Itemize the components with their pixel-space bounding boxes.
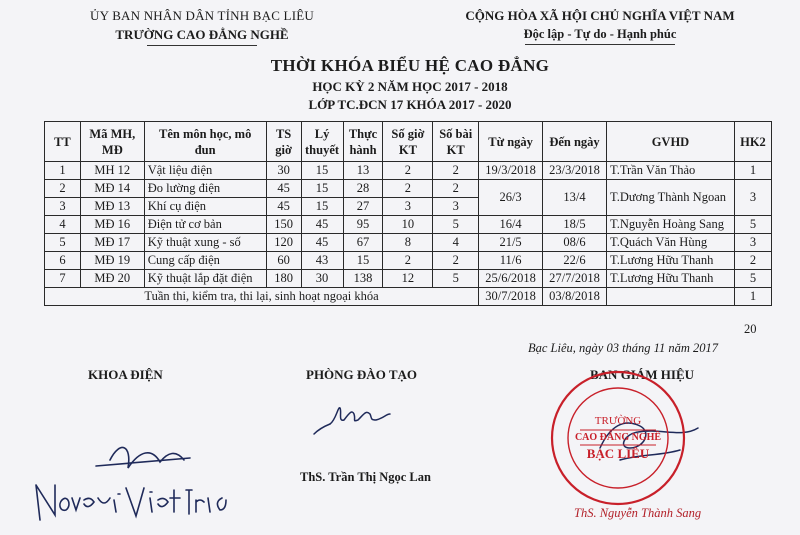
cell-total: 120 bbox=[266, 234, 301, 252]
col-header-hk2: HK2 bbox=[734, 122, 771, 162]
cell-subject: Khí cụ điện bbox=[144, 198, 266, 216]
cell-test-hours: 10 bbox=[383, 216, 433, 234]
cell-practice: 67 bbox=[343, 234, 383, 252]
cell-exam-from: 30/7/2018 bbox=[479, 288, 543, 306]
cell-from: 11/6 bbox=[479, 252, 543, 270]
col-header-tt: TT bbox=[45, 122, 81, 162]
cell-exam-to: 03/8/2018 bbox=[543, 288, 607, 306]
cell-teacher: T.Quách Văn Hùng bbox=[606, 234, 734, 252]
cell-theory: 45 bbox=[301, 234, 343, 252]
col-header-test-hours: Số giờ KT bbox=[383, 122, 433, 162]
cell-test-hours: 8 bbox=[383, 234, 433, 252]
cell-to: 27/7/2018 bbox=[543, 270, 607, 288]
cell-hk2: 1 bbox=[734, 162, 771, 180]
cell-to-merged: 13/4 bbox=[543, 180, 607, 216]
class-line: LỚP TC.ĐCN 17 KHÓA 2017 - 2020 bbox=[308, 97, 512, 112]
cell-to: 22/6 bbox=[543, 252, 607, 270]
cell-exam-hk2: 1 bbox=[734, 288, 771, 306]
cell-test-hours: 2 bbox=[383, 180, 433, 198]
cell-practice: 95 bbox=[343, 216, 383, 234]
nation-name: CỘNG HÒA XÃ HỘI CHỦ NGHĨA VIỆT NAM bbox=[465, 8, 735, 23]
col-header-total: TS giờ bbox=[266, 122, 301, 162]
col-header-teacher: GVHD bbox=[606, 122, 734, 162]
cell-teacher: T.Nguyễn Hoàng Sang bbox=[606, 216, 734, 234]
cell-teacher: T.Lương Hữu Thanh bbox=[606, 270, 734, 288]
date-line: Bạc Liêu, ngày 03 tháng 11 năm 2017 bbox=[528, 341, 719, 355]
cell-practice: 15 bbox=[343, 252, 383, 270]
cell-tests: 2 bbox=[433, 162, 479, 180]
cell-tt: 5 bbox=[45, 234, 81, 252]
cell-tests: 2 bbox=[433, 252, 479, 270]
cell-tests: 3 bbox=[433, 198, 479, 216]
col-header-code: Mã MH, MĐ bbox=[80, 122, 144, 162]
cell-test-hours: 2 bbox=[383, 162, 433, 180]
cell-subject: Đo lường điện bbox=[144, 180, 266, 198]
cell-code: MH 12 bbox=[80, 162, 144, 180]
cell-tt: 2 bbox=[45, 180, 81, 198]
cell-theory: 43 bbox=[301, 252, 343, 270]
nation-motto: Độc lập - Tự do - Hạnh phúc bbox=[523, 27, 677, 41]
col-header-subject: Tên môn học, mô đun bbox=[144, 122, 266, 162]
cell-from: 21/5 bbox=[479, 234, 543, 252]
cell-total: 30 bbox=[266, 162, 301, 180]
cell-test-hours: 3 bbox=[383, 198, 433, 216]
hk2-total: 20 bbox=[744, 322, 757, 336]
org-name: ỦY BAN NHÂN DÂN TỈNH BẠC LIÊU bbox=[90, 8, 314, 23]
cell-subject: Điện tử cơ bản bbox=[144, 216, 266, 234]
page-title: THỜI KHÓA BIỂU HỆ CAO ĐẲNG bbox=[270, 56, 550, 75]
cell-tests: 5 bbox=[433, 270, 479, 288]
cell-theory: 45 bbox=[301, 216, 343, 234]
cell-subject: Cung cấp điện bbox=[144, 252, 266, 270]
cell-hk2: 5 bbox=[734, 216, 771, 234]
cell-subject: Kỹ thuật xung - số bbox=[144, 234, 266, 252]
col-header-tests: Số bài KT bbox=[433, 122, 479, 162]
signature-title-board: BAN GIÁM HIỆU bbox=[590, 367, 695, 382]
cell-tests: 5 bbox=[433, 216, 479, 234]
signature-name-training: ThS. Trần Thị Ngọc Lan bbox=[300, 470, 431, 484]
cell-total: 45 bbox=[266, 198, 301, 216]
cell-total: 150 bbox=[266, 216, 301, 234]
cell-hk2-merged: 3 bbox=[734, 180, 771, 216]
cell-to: 08/6 bbox=[543, 234, 607, 252]
cell-total: 180 bbox=[266, 270, 301, 288]
cell-practice: 13 bbox=[343, 162, 383, 180]
cell-code: MĐ 13 bbox=[80, 198, 144, 216]
cell-code: MĐ 19 bbox=[80, 252, 144, 270]
cell-from-merged: 26/3 bbox=[479, 180, 543, 216]
cell-teacher: T.Trần Văn Thảo bbox=[606, 162, 734, 180]
cell-theory: 30 bbox=[301, 270, 343, 288]
handwritten-signature-left bbox=[36, 448, 226, 520]
cell-teacher: T.Lương Hữu Thanh bbox=[606, 252, 734, 270]
stamp-line-2: CAO ĐẲNG NGHỀ bbox=[574, 432, 662, 443]
col-header-to: Đến ngày bbox=[543, 122, 607, 162]
cell-tt: 4 bbox=[45, 216, 81, 234]
cell-hk2: 2 bbox=[734, 252, 771, 270]
stamp-line-1: TRƯỜNG bbox=[594, 415, 642, 427]
cell-exam-label: Tuần thi, kiểm tra, thi lại, sinh hoạt ngoại khóa bbox=[45, 288, 479, 306]
cell-tt: 6 bbox=[45, 252, 81, 270]
col-header-from: Từ ngày bbox=[479, 122, 543, 162]
cell-to: 18/5 bbox=[543, 216, 607, 234]
cell-tests: 2 bbox=[433, 180, 479, 198]
stamp-seal bbox=[552, 372, 684, 504]
cell-tt: 3 bbox=[45, 198, 81, 216]
cell-practice: 138 bbox=[343, 270, 383, 288]
col-header-theory: Lý thuyết bbox=[301, 122, 343, 162]
cell-total: 60 bbox=[266, 252, 301, 270]
cell-subject: Vật liệu điện bbox=[144, 162, 266, 180]
cell-practice: 28 bbox=[343, 180, 383, 198]
cell-theory: 15 bbox=[301, 162, 343, 180]
term-line: HỌC KỲ 2 NĂM HỌC 2017 - 2018 bbox=[312, 79, 508, 94]
cell-test-hours: 2 bbox=[383, 252, 433, 270]
cell-tt: 7 bbox=[45, 270, 81, 288]
cell-hk2: 3 bbox=[734, 234, 771, 252]
cell-tt: 1 bbox=[45, 162, 81, 180]
cell-subject: Kỹ thuật lắp đặt điện bbox=[144, 270, 266, 288]
signature-title-faculty: KHOA ĐIỆN bbox=[88, 367, 163, 382]
cell-teacher-merged: T.Dương Thành Ngoan bbox=[606, 180, 734, 216]
cell-tests: 4 bbox=[433, 234, 479, 252]
cell-hk2: 5 bbox=[734, 270, 771, 288]
cell-code: MĐ 14 bbox=[80, 180, 144, 198]
school-name: TRƯỜNG CAO ĐẲNG NGHỀ bbox=[115, 27, 289, 42]
cell-code: MĐ 20 bbox=[80, 270, 144, 288]
signature-title-training: PHÒNG ĐÀO TẠO bbox=[306, 367, 417, 382]
cell-from: 19/3/2018 bbox=[479, 162, 543, 180]
cell-code: MĐ 16 bbox=[80, 216, 144, 234]
cell-theory: 15 bbox=[301, 198, 343, 216]
cell-test-hours: 12 bbox=[383, 270, 433, 288]
cell-to: 23/3/2018 bbox=[543, 162, 607, 180]
cell-from: 16/4 bbox=[479, 216, 543, 234]
stamp-line-3: BẠC LIÊU bbox=[586, 446, 650, 461]
col-header-practice: Thực hành bbox=[343, 122, 383, 162]
cell-from: 25/6/2018 bbox=[479, 270, 543, 288]
cell-practice: 27 bbox=[343, 198, 383, 216]
cell-code: MĐ 17 bbox=[80, 234, 144, 252]
cell-theory: 15 bbox=[301, 180, 343, 198]
signature-name-board: ThS. Nguyễn Thành Sang bbox=[574, 506, 702, 520]
handwritten-signature-middle bbox=[314, 408, 390, 434]
cell-total: 45 bbox=[266, 180, 301, 198]
